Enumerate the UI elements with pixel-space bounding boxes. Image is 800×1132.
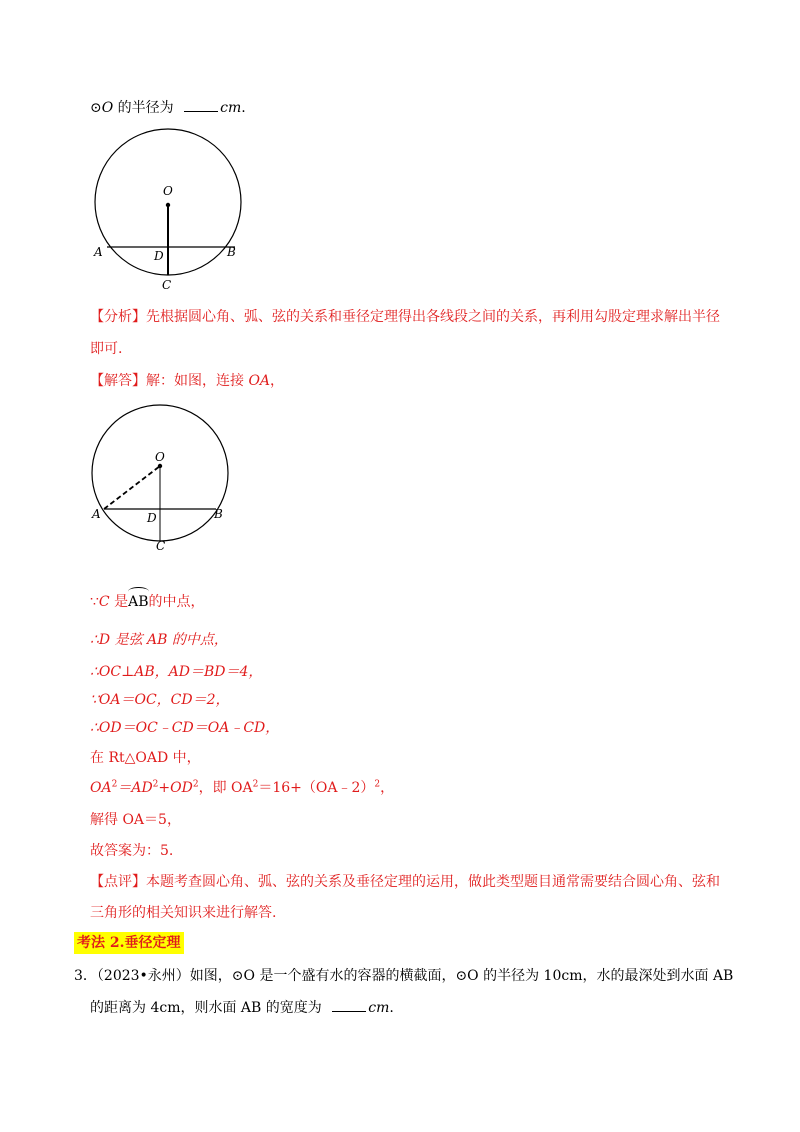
circle-symbol: ⊙ [90,100,102,116]
q3-period: . [389,1000,394,1016]
sq1: 2 [111,779,118,790]
solution-comma: ， [270,373,285,389]
comment-line-1 [90,872,720,892]
label-b: B [227,245,236,259]
eq-ie: ，即 OA [198,780,253,796]
sq2: 2 [152,779,159,790]
eq-oa: OA [90,780,112,796]
analysis-tag: 【分析】 [90,309,146,325]
q2-tail-line [90,98,246,118]
label-b-2: B [214,507,223,521]
step-2: ∴D 是弦 AB 的中点， [90,632,228,648]
q3-line-2 [90,998,394,1018]
analysis-line-1 [90,307,720,327]
eq-end: ， [380,780,395,796]
label-d-2: D [147,511,157,525]
step-4: ∵OA＝OC，CD＝2， [90,692,230,708]
eq-od: +OD [158,780,193,796]
label-o-2: O [155,450,165,464]
arc-ab [128,592,148,612]
label-a-2: A [92,507,101,521]
comment-text: 本题考查圆心角、弧、弦的关系及垂径定理的运用，做此类型题目通常需要结合圆心角、弦和 [146,874,720,890]
comment-line-2: 三角形的相关知识来进行解答. [90,905,277,921]
arc-text: AB [128,594,149,610]
arc-mark [128,587,148,596]
because-symbol: ∵ [90,594,99,610]
q3-answer-blank [332,999,366,1012]
q3-text: 的距离为 4cm，则水面 AB 的宽度为 [90,1000,327,1016]
q2-period: . [241,100,246,116]
q2-text: 的半径为 [113,100,179,116]
segment-oa-dashed [104,466,160,509]
circle-figure-2 [90,398,255,556]
sq4: 2 [252,779,259,790]
center-point-2 [158,464,162,468]
step-8: 解得 OA＝5， [90,812,181,828]
sq5: 2 [374,779,381,790]
solution-oa: OA [248,373,271,389]
step-5: ∴OD＝OC﹣CD＝OA﹣CD， [90,720,280,736]
step1-mid: 是 [109,594,129,610]
circle-figure-1 [90,122,260,297]
eq-expand: ＝16+（OA﹣2） [258,780,375,796]
comment-tag: 【点评】 [90,874,146,890]
step-6: 在 Rt△OAD 中， [90,750,201,766]
step1-end: 的中点， [148,594,205,610]
solution-line [90,371,284,391]
q3-line-1: 3．（2023•永州）如图，⊙O 是一个盛有水的容器的横截面，⊙O 的半径为 10cm，水的最深处到水面 AB [74,968,734,984]
section-heading: 考法 2.垂径定理 [74,932,184,954]
q2-o: O [101,100,114,116]
analysis-text: 先根据圆心角、弧、弦的关系和垂径定理得出各线段之间的关系，再利用勾股定理求解出半径 [146,309,720,325]
q2-unit: cm [220,100,242,116]
label-c: C [162,278,172,292]
label-a: A [94,245,103,259]
step-1 [90,592,205,612]
q3-unit: cm [368,1000,390,1016]
solution-tag: 【解答】 [90,373,146,389]
step1-c: C [98,594,110,610]
sq3: 2 [192,779,199,790]
analysis-line-2: 即可. [90,341,123,357]
eq-ad: ＝AD [117,780,153,796]
step-7 [90,778,394,798]
center-point [166,203,170,207]
step-9: 故答案为：5. [90,843,174,859]
label-d: D [154,249,164,263]
solution-text: 解：如图，连接 [146,373,249,389]
label-c-2: C [156,539,166,553]
label-o: O [163,184,173,198]
answer-blank [184,99,218,112]
step-3: ∴OC⊥AB，AD＝BD＝4， [90,664,263,680]
